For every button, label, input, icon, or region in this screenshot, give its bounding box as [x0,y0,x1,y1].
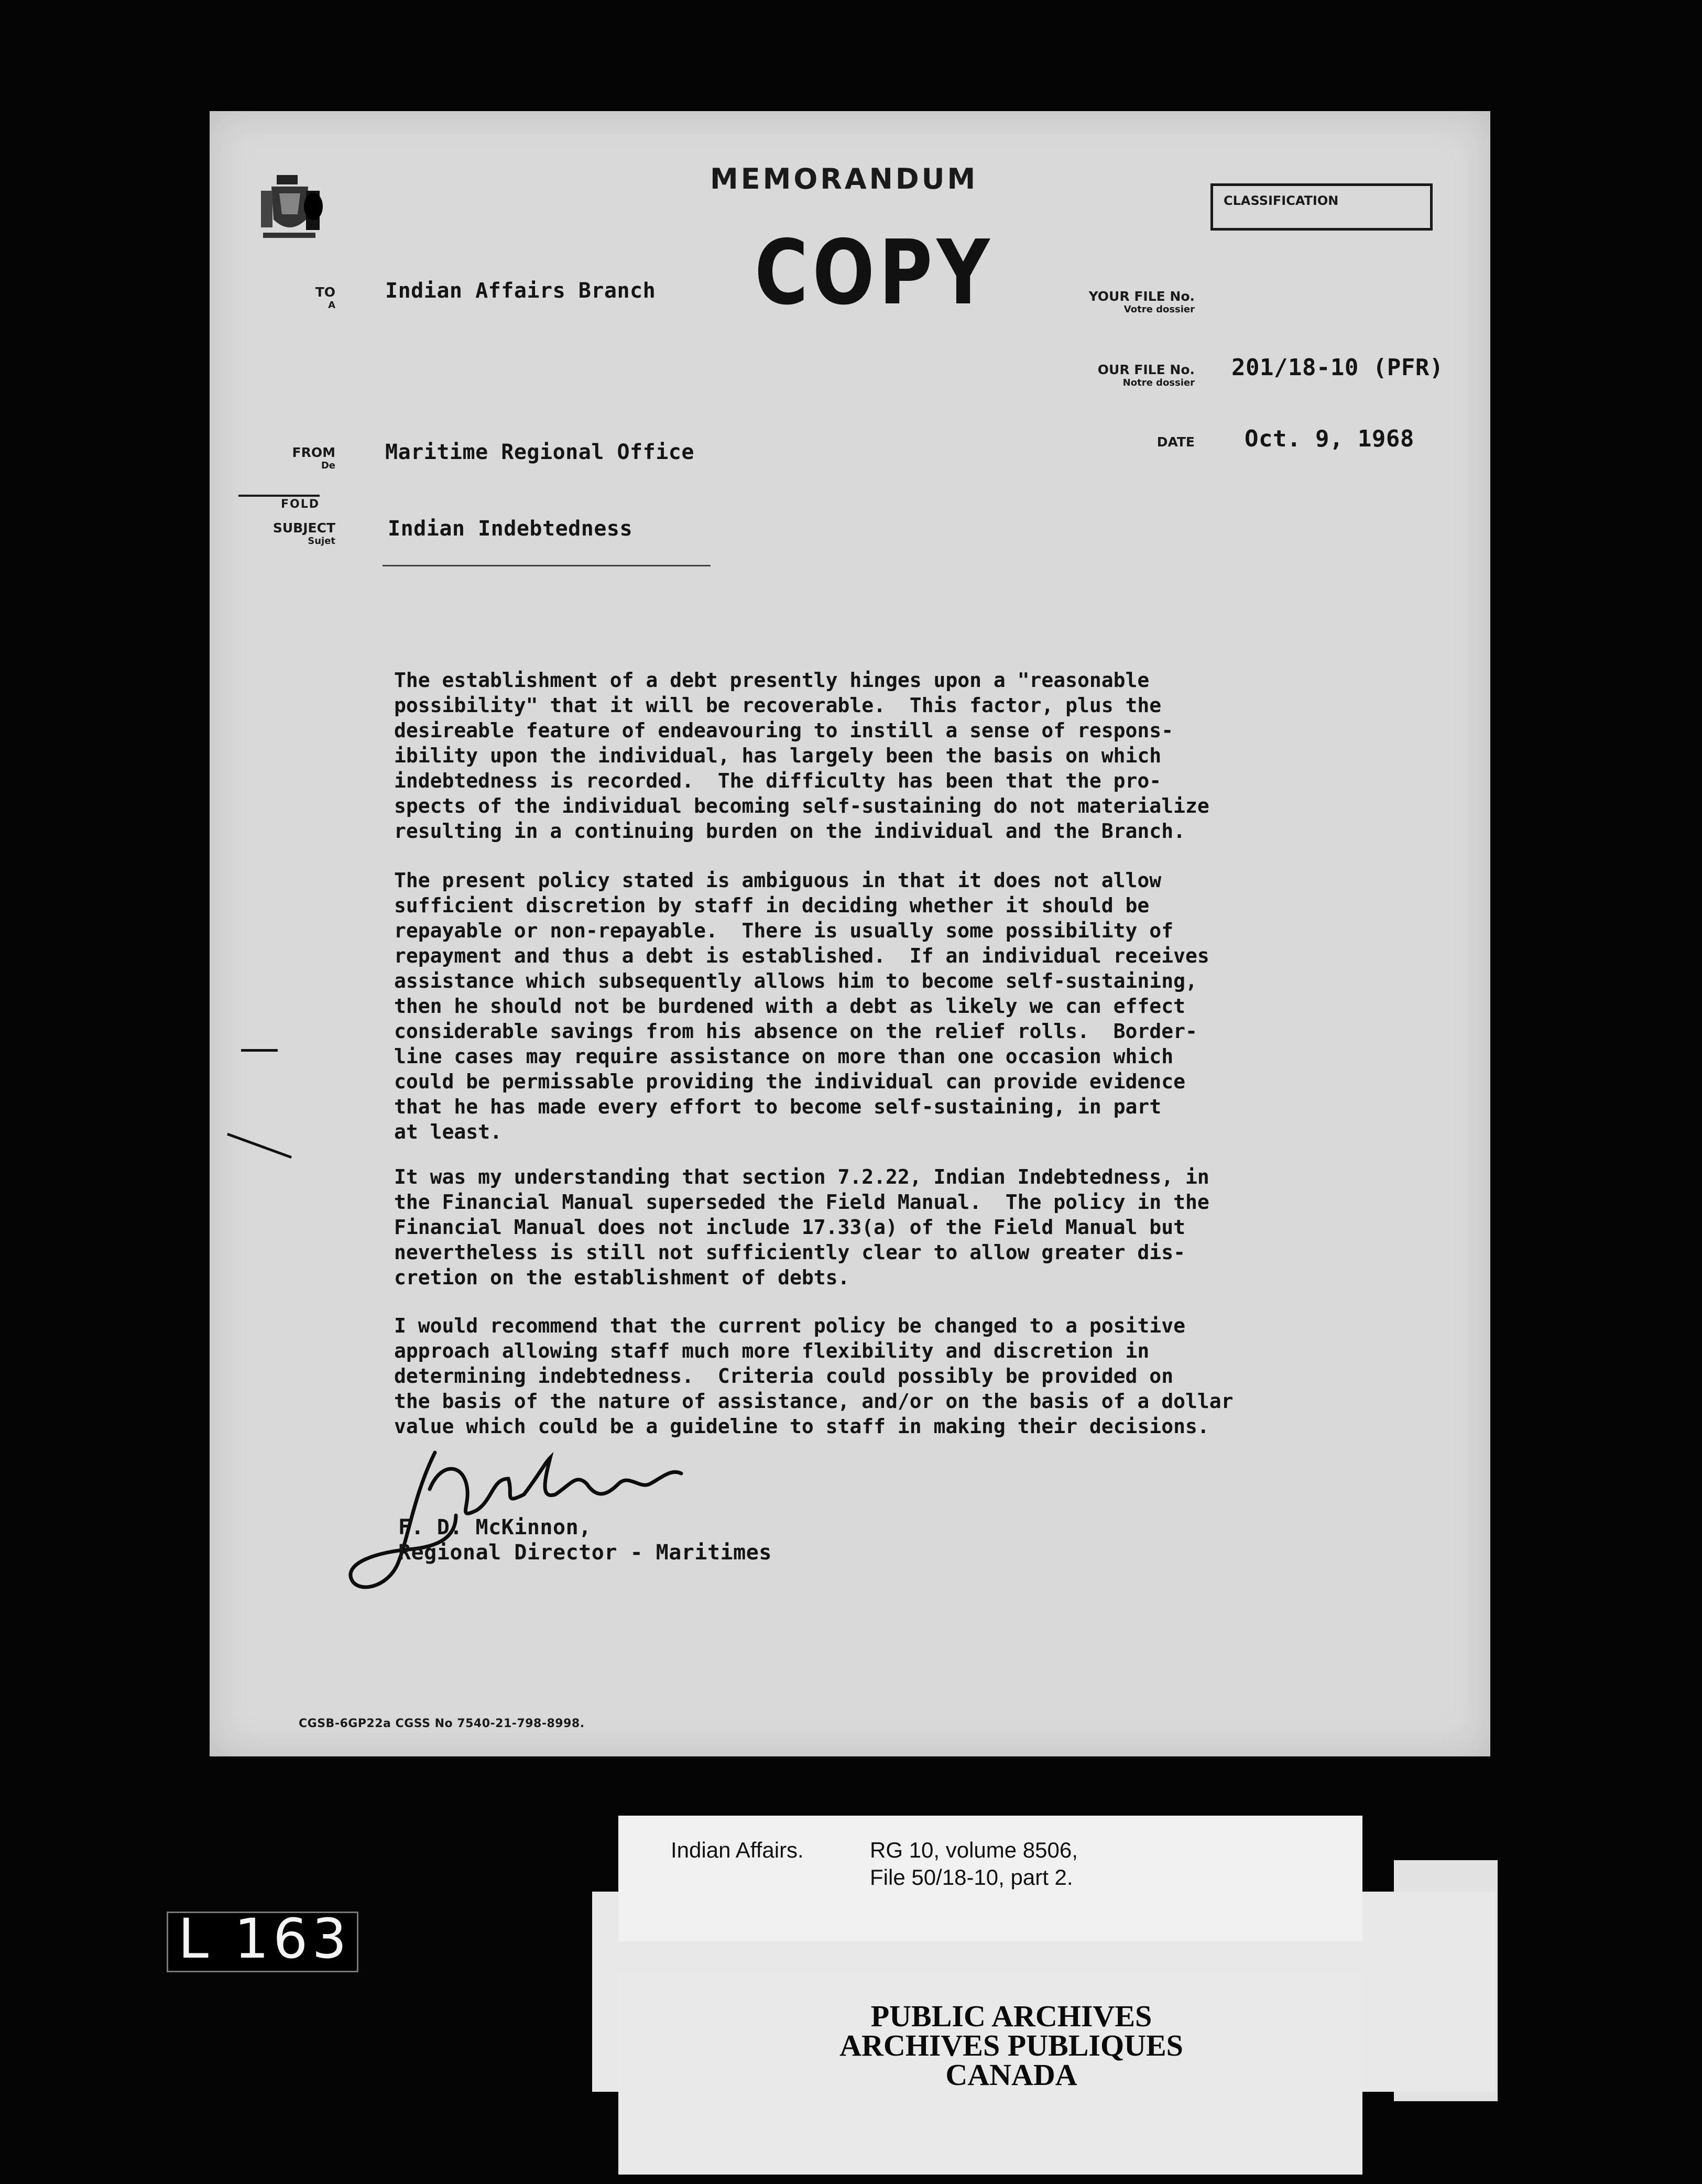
our-file-label [1048,363,1195,389]
memorandum-sheet [210,111,1490,1756]
paragraph-2: The present policy stated is ambiguous in that it does not allow sufficient discretion by staff in deciding whether it should be repayable or non-repayable. There is usually some possibility of repayment and thus a debt is established. If an individual receives assistance which subsequently allows him to become self-sustaining, then he should not be burdened with a debt as likely we can effect considerable savings from his absence on the relief rolls. Border- line cases may require assistance on more than one occasion which could be permissable providing the individual can provide evidence that he has made every effort to become self-sustaining, in part at least. [394,869,1209,1143]
our-file-label-fr: Notre dossier [1122,377,1195,388]
classification-box [1210,183,1433,231]
your-file-label-en: YOUR FILE No. [1088,289,1195,304]
to-label-en: TO [315,285,335,300]
archive-reference-line1: RG 10, volume 8506, [870,1838,1078,1862]
public-archives-stamp [823,1999,1200,2092]
signatory-title: Regional Director - Maritimes [398,1541,772,1565]
to-label-fr: A [328,300,335,311]
paragraph-1: The establishment of a debt presently hinges upon a "reasonable possibility" that it will be recoverable. This factor, plus the desireable feature of endeavouring to instill a sense of respons- ibility upon the individual, has largely been the basis on which indebtedness is recorded. The difficulty has been that the pro- spects of the individual becoming self-sustaining do not materialize resulting in a continuing burden on the individual and the Branch. [394,669,1209,843]
subject-label-fr: Sujet [308,536,335,547]
paragraph-4: I would recommend that the current policy be changed to a positive approach allowing staff much more flexibility and discretion in determining indebtedness. Criteria could possibly be provided on the basis of the nature of assistance, and/or on the basis of a dollar value which could be a guideline to staff in making their decisions. [394,1314,1234,1438]
your-file-label-fr: Votre dossier [1123,304,1195,315]
archives-line1: PUBLIC ARCHIVES [870,1999,1152,2033]
archive-collection: Indian Affairs. [671,1838,804,1862]
from-label-fr: De [321,460,335,471]
archive-reference-line2: File 50/18-10, part 2. [870,1865,1073,1890]
from-label [288,445,335,472]
archive-reference-card [618,1816,1362,1941]
to-value: Indian Affairs Branch [385,279,656,303]
copy-stamp: COPY [755,221,994,325]
subject-value: Indian Indebtedness [388,517,633,541]
signatory-name: F. D. McKinnon, [398,1515,592,1539]
archives-line3: CANADA [945,2058,1077,2092]
subject-label [272,521,335,547]
to-label [288,285,335,311]
date-label: DATE [1157,434,1195,450]
our-file-label-en: OUR FILE No. [1097,362,1195,377]
fold-label: FOLD [238,495,320,511]
form-code: CGSB-6GP22a CGSS No 7540-21-798-8998. [299,1717,585,1730]
subject-label-en: SUBJECT [272,520,335,536]
margin-stroke [227,1133,292,1159]
margin-tick [241,1049,278,1052]
from-label-en: FROM [292,445,335,460]
your-file-label [1048,289,1195,315]
classification-label: CLASSIFICATION [1224,193,1339,208]
frame-number: L 163 [178,1907,351,1971]
archives-line2: ARCHIVES PUBLIQUES [839,2028,1183,2062]
our-file-value: 201/18-10 (PFR) [1231,354,1444,381]
date-value: Oct. 9, 1968 [1245,425,1414,452]
subject-underline [383,565,711,566]
paragraph-3: It was my understanding that section 7.2.22, Indian Indebtedness, in the Financial Manual superseded the Field Manual. The policy in the Financial Manual does not include 17.33(a) of the Field Manual but nevertheless is still not sufficiently clear to allow greater dis- cretion on the establishment of debts. [394,1165,1209,1289]
from-value: Maritime Regional Office [385,440,694,464]
coat-of-arms-icon [256,170,324,248]
memo-heading: MEMORANDUM [710,162,978,195]
